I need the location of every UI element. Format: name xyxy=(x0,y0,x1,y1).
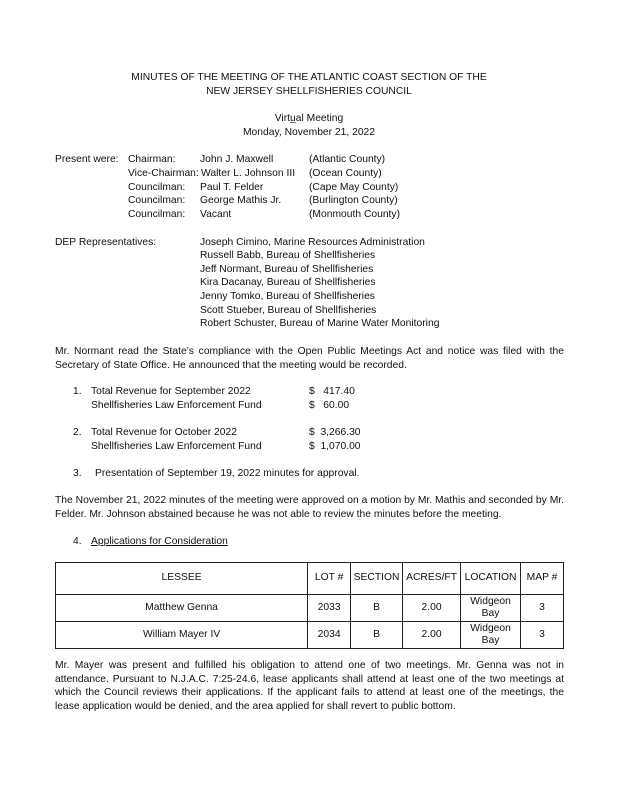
dep-rep: Kira Dacanay, Bureau of Shellfisheries xyxy=(200,277,376,288)
dep-rep: Scott Stueber, Bureau of Shellfisheries xyxy=(200,305,377,316)
lessee-cell: William Mayer IV xyxy=(56,622,308,649)
revenue-label: Total Revenue for October 2022 xyxy=(91,427,237,438)
closing-paragraph: Mr. Mayer was present and fulfilled his obligation to attend one of two meetings. Mr. Genna was not in attendance. Pursuant to N.J.A.C. 7:25-24.6, lease applicants shall attend at least one of the two meetings at which the Council reviews their applications. If the applicant fails to attend at least one of the meetings, the lease application would be denied, and the area applied for shall revert to public bottom. xyxy=(55,660,564,712)
revenue-label: Total Revenue for September 2022 xyxy=(91,386,251,397)
member-role: Vice-Chairman: xyxy=(128,168,199,179)
fund-value: $ 1,070.00 xyxy=(309,441,361,452)
member-name: John J. Maxwell xyxy=(200,154,274,165)
dep-rep: Robert Schuster, Bureau of Marine Water Monitoring xyxy=(200,318,440,329)
dep-rep: Joseph Cimino, Marine Resources Administration xyxy=(200,237,425,248)
dep-rep: Russell Babb, Bureau of Shellfisheries xyxy=(200,250,376,261)
applications-table xyxy=(55,562,564,649)
fund-value: $ 60.00 xyxy=(309,400,350,411)
column-header: LOT # xyxy=(308,563,351,595)
item-number: 1. xyxy=(73,386,82,397)
document-title-line-2: NEW JERSEY SHELLFISHERIES COUNCIL xyxy=(206,86,412,97)
map-cell: 3 xyxy=(521,622,564,649)
table-row xyxy=(56,595,564,622)
lessee-cell: Matthew Genna xyxy=(56,595,308,622)
fund-label: Shellfisheries Law Enforcement Fund xyxy=(91,400,262,411)
table-row xyxy=(56,622,564,649)
member-county: (Ocean County) xyxy=(309,168,382,179)
acres-cell: 2.00 xyxy=(403,595,461,622)
meeting-date: Monday, November 21, 2022 xyxy=(242,127,376,138)
column-header: SECTION xyxy=(351,563,403,595)
column-header: LOCATION xyxy=(461,563,521,595)
member-name: George Mathis Jr. xyxy=(200,195,282,206)
column-header: MAP # xyxy=(521,563,564,595)
column-header: ACRES/FT xyxy=(403,563,461,595)
opening-paragraph: Mr. Normant read the State’s compliance with the Open Public Meetings Act and notice was filed with the Secretary of State Office. He announced that the meeting would be recorded. xyxy=(55,346,564,371)
member-name: Paul T. Felder xyxy=(200,182,264,193)
item-number: 4. xyxy=(73,536,82,547)
location-cell: Widgeon Bay xyxy=(461,622,521,649)
lot-cell: 2034 xyxy=(308,622,351,649)
member-name: Walter L. Johnson III xyxy=(201,168,296,179)
column-header: LESSEE xyxy=(56,563,308,595)
revenue-value: $ 3,266.30 xyxy=(309,427,361,438)
document-title-line-1: MINUTES OF THE MEETING OF THE ATLANTIC COAST SECTION OF THE xyxy=(131,72,487,83)
acres-cell: 2.00 xyxy=(403,622,461,649)
present-label: Present were: xyxy=(55,154,119,165)
member-county: (Monmouth County) xyxy=(309,209,400,220)
location-cell: Widgeon Bay xyxy=(461,595,521,622)
member-role: Councilman: xyxy=(128,182,186,193)
dep-label: DEP Representatives: xyxy=(55,237,157,248)
fund-label: Shellfisheries Law Enforcement Fund xyxy=(91,441,262,452)
member-county: (Burlington County) xyxy=(309,195,398,206)
member-role: Councilman: xyxy=(128,195,186,206)
member-role: Councilman: xyxy=(128,209,186,220)
approval-paragraph: The November 21, 2022 minutes of the meeting were approved on a motion by Mr. Mathis and seconded by Mr. Felder. Mr. Johnson abstained because he was not able to review the minutes before the meeting. xyxy=(55,495,564,520)
section-cell: B xyxy=(351,595,403,622)
section-heading-text: Applications for Consideration xyxy=(91,536,228,547)
dep-rep: Jeff Normant, Bureau of Shellfisheries xyxy=(200,264,374,275)
section-cell: B xyxy=(351,622,403,649)
member-county: (Atlantic County) xyxy=(309,154,386,165)
dep-rep: Jenny Tomko, Bureau of Shellfisheries xyxy=(200,291,375,302)
item-number: 3. xyxy=(73,468,82,479)
table-header-row xyxy=(56,563,564,595)
item-text: Presentation of September 19, 2022 minutes for approval. xyxy=(95,468,360,479)
meeting-type: Virtu̲al Meeting xyxy=(274,113,344,124)
section-heading xyxy=(91,535,228,549)
member-county: (Cape May County) xyxy=(309,182,399,193)
lot-cell: 2033 xyxy=(308,595,351,622)
item-number: 2. xyxy=(73,427,82,438)
map-cell: 3 xyxy=(521,595,564,622)
revenue-value: $ 417.40 xyxy=(309,386,355,397)
member-name: Vacant xyxy=(200,209,232,220)
member-role: Chairman: xyxy=(128,154,176,165)
